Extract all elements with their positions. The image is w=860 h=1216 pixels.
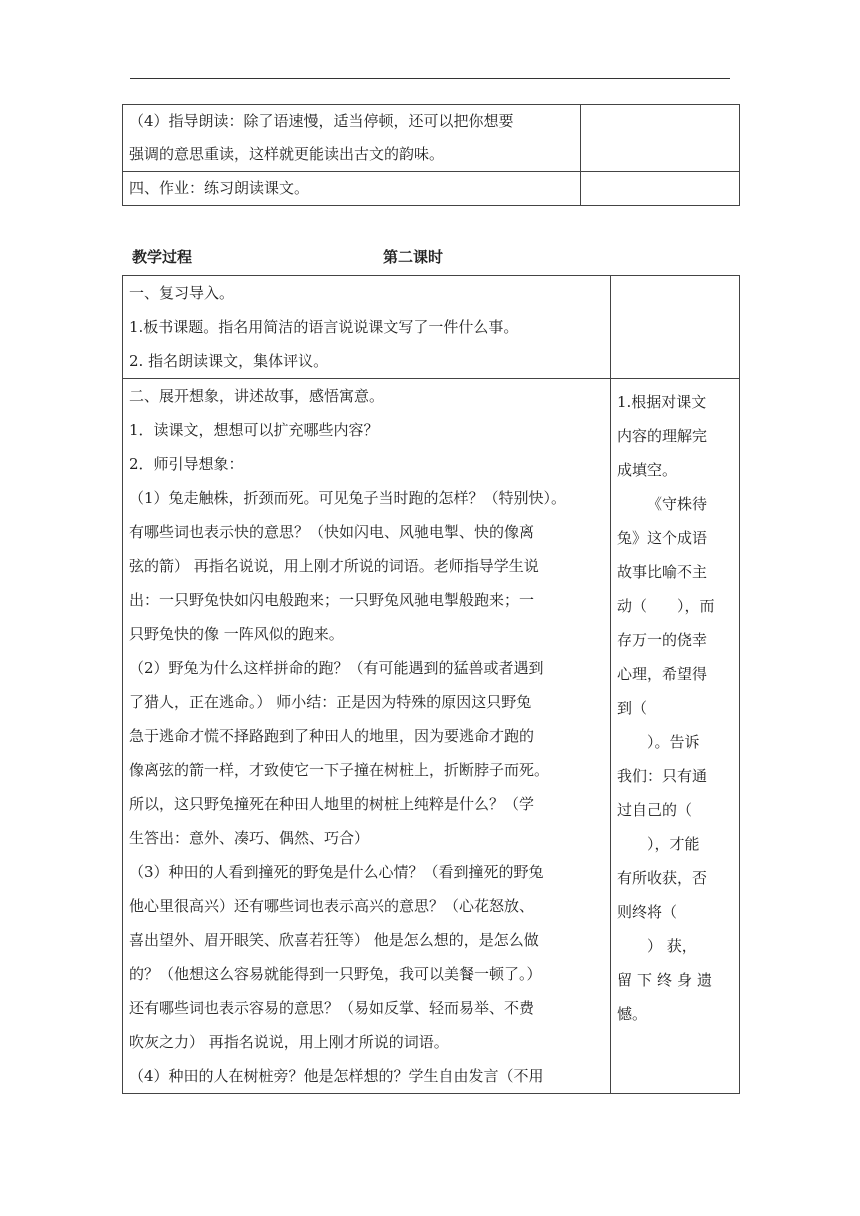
content-cell xyxy=(123,379,611,1094)
text-line: 强调的意思重读，这样就更能读出古文的韵味。 xyxy=(129,145,445,163)
text-line: 出：一只野兔快如闪电般跑来；一只野兔风驰电掣般跑来；一 xyxy=(129,591,535,609)
exercise-line: 《守株待 xyxy=(647,495,708,513)
lesson-period-label: 第二课时 xyxy=(383,248,444,266)
table-row xyxy=(123,276,740,379)
exercise-line: 我们：只有通 xyxy=(617,767,708,785)
section-label: 教学过程 xyxy=(132,248,193,266)
exercise-cell xyxy=(611,379,740,1094)
text-line: 二、展开想象，讲述故事，感悟寓意。 xyxy=(129,387,385,405)
text-line: 2．师引导想象： xyxy=(129,455,244,473)
exercise-line: 到（ xyxy=(617,699,648,717)
lesson-table-2 xyxy=(122,275,740,1094)
text-line: 所以，这只野兔撞死在种田人地里的树桩上纯粹是什么？（学 xyxy=(129,795,535,813)
header-rule xyxy=(130,78,730,79)
table-row xyxy=(123,379,740,1094)
exercise-line: 内容的理解完 xyxy=(617,427,708,445)
text-line: 喜出望外、眉开眼笑、欣喜若狂等） 他是怎么想的，是怎么做 xyxy=(129,931,539,949)
exercise-line: 动（ ），而 xyxy=(617,597,715,615)
text-line: （1）兔走触株，折颈而死。可见兔子当时跑的怎样？（特别快）。 xyxy=(129,489,567,507)
content-cell xyxy=(123,172,581,206)
exercise-line: 憾。 xyxy=(617,1005,648,1023)
text-line: 他心里很高兴）还有哪些词也表示高兴的意思？（心花怒放、 xyxy=(129,897,535,915)
text-line: （4）指导朗读：除了语速慢，适当停顿，还可以把你想要 xyxy=(129,112,514,130)
exercise-line: 有所收获，否 xyxy=(617,869,708,887)
text-line: 急于逃命才慌不择路跑到了种田人的地里，因为要逃命才跑的 xyxy=(129,727,535,745)
text-line: 1.板书课题。指名用简洁的语言说说课文写了一件什么事。 xyxy=(129,318,519,336)
table-row xyxy=(123,172,740,206)
exercise-line: 过自己的（ xyxy=(617,801,693,819)
text-line: 四、作业：练习朗读课文。 xyxy=(129,179,310,197)
text-line: 的？（他想这么容易就能得到一只野兔，我可以美餐一顿了。） xyxy=(129,965,542,983)
content-cell xyxy=(123,105,581,172)
note-cell xyxy=(581,172,740,206)
text-line: 有哪些词也表示快的意思？（快如闪电、风驰电掣、快的像离 xyxy=(129,523,535,541)
text-line: （2）野兔为什么这样拼命的跑？（有可能遇到的猛兽或者遇到 xyxy=(129,659,544,677)
exercise-line: 存万一的侥幸 xyxy=(617,631,708,649)
exercise-line: 留下终身遗 xyxy=(617,971,718,989)
exercise-line: 心理，希望得 xyxy=(617,665,708,683)
text-line: 一、复习导入。 xyxy=(129,284,235,302)
exercise-line: 1.根据对课文 xyxy=(617,393,707,411)
exercise-line: 则终将（ xyxy=(617,903,678,921)
text-line: 吹灰之力） 再指名说说，用上刚才所说的词语。 xyxy=(129,1033,449,1051)
text-line: 生答出：意外、凑巧、偶然、巧合） xyxy=(129,829,370,847)
text-line: 还有哪些词也表示容易的意思？（易如反掌、轻而易举、不费 xyxy=(129,999,535,1017)
exercise-line: ）。告诉 xyxy=(617,733,700,751)
text-line: （4）种田的人在树桩旁？他是怎样想的？学生自由发言（不用 xyxy=(129,1067,544,1085)
exercise-line: 成填空。 xyxy=(617,461,678,479)
exercise-line: ） 获， xyxy=(617,937,697,955)
text-line: 像离弦的箭一样，才致使它一下子撞在树桩上，折断脖子而死。 xyxy=(129,761,550,779)
exercise-line: ），才能 xyxy=(617,835,700,853)
exercise-line: 故事比喻不主 xyxy=(617,563,708,581)
text-line: 2. 指名朗读课文，集体评议。 xyxy=(129,352,329,370)
note-cell xyxy=(611,276,740,379)
note-cell xyxy=(581,105,740,172)
text-line: 弦的箭） 再指名说说，用上刚才所说的词语。老师指导学生说 xyxy=(129,557,539,575)
text-line: 1．读课文，想想可以扩充哪些内容？ xyxy=(129,421,379,439)
text-line: 只野兔快的像 一阵风似的跑来。 xyxy=(129,625,344,643)
content-cell xyxy=(123,276,611,379)
lesson-table-1 xyxy=(122,104,740,206)
table-row xyxy=(123,105,740,172)
text-line: 了猎人，正在逃命。） 师小结：正是因为特殊的原因这只野兔 xyxy=(129,693,532,711)
exercise-line: 兔》这个成语 xyxy=(617,529,708,547)
text-line: （3）种田的人看到撞死的野兔是什么心情？（看到撞死的野兔 xyxy=(129,863,544,881)
